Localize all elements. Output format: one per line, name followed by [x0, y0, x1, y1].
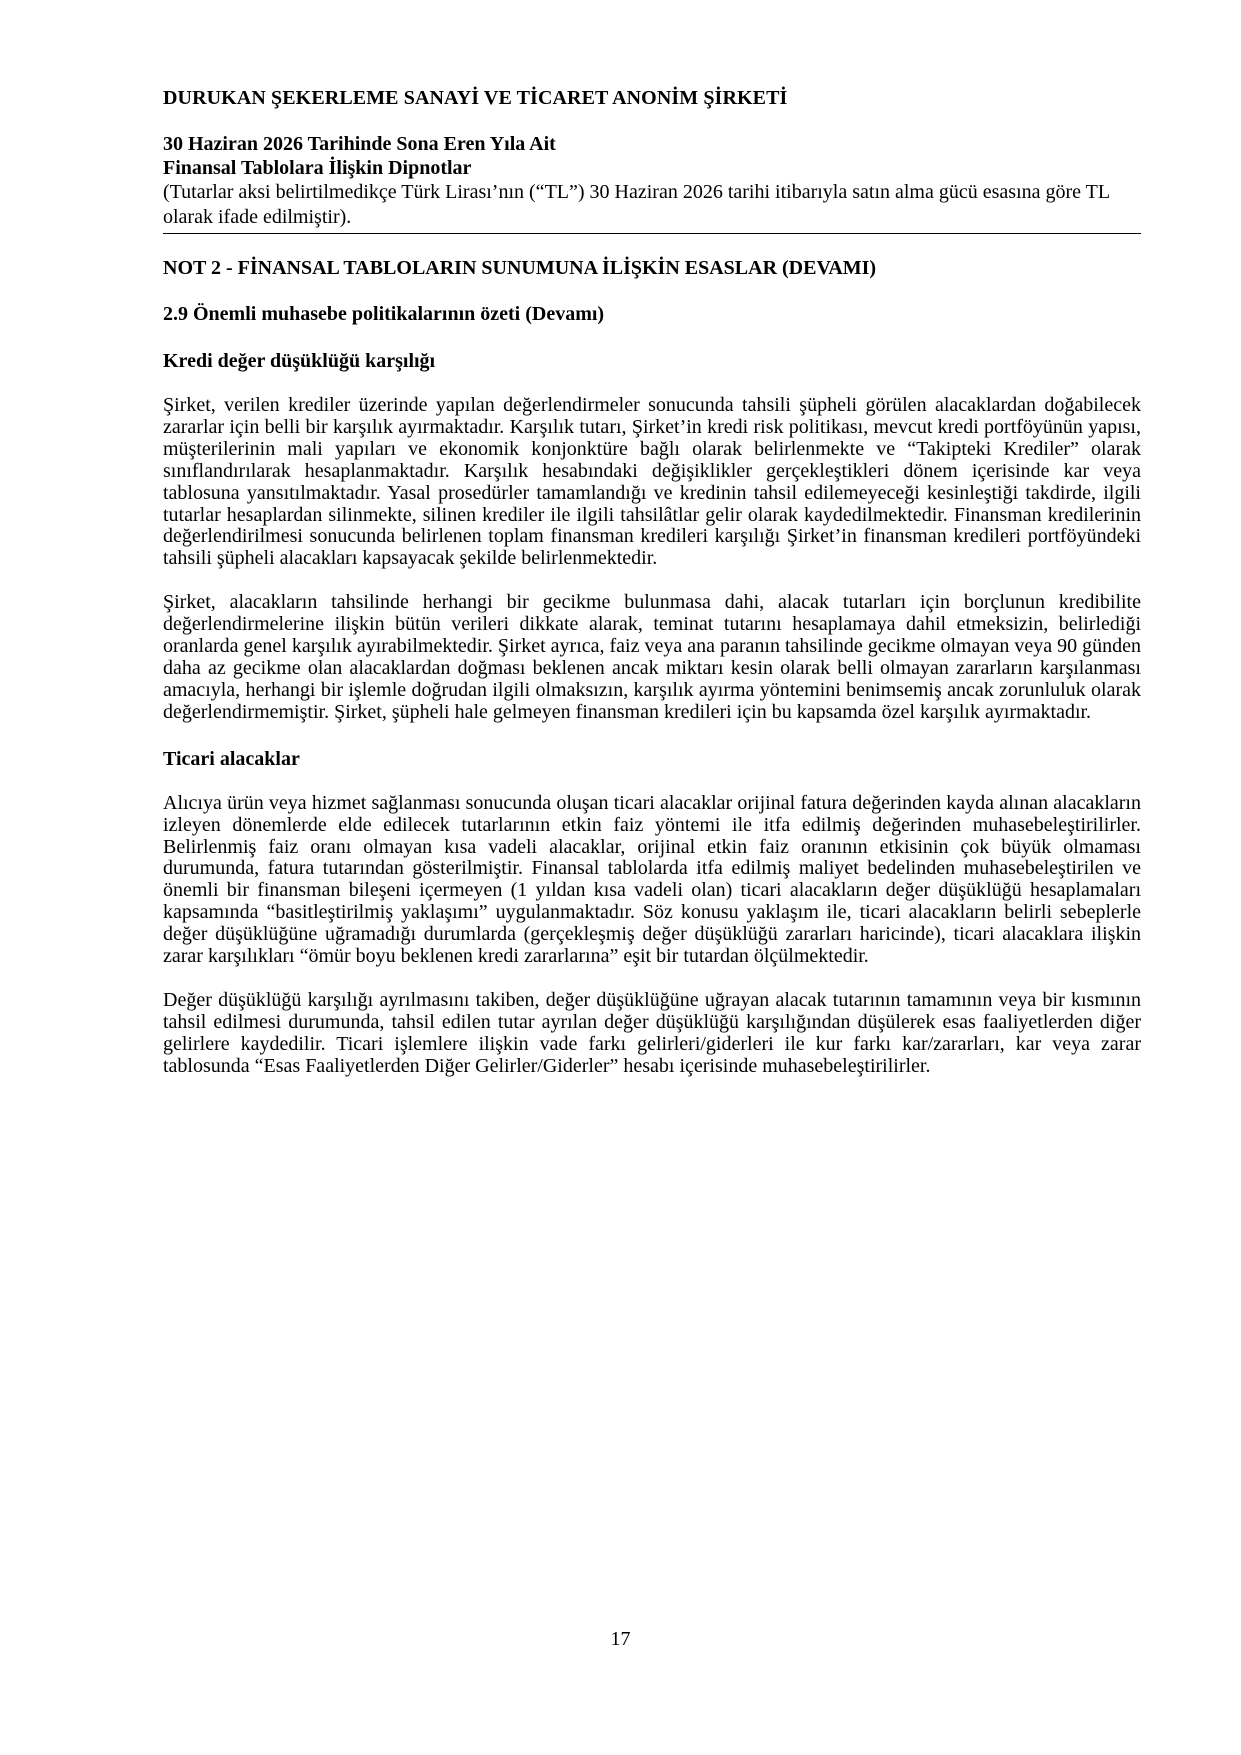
subsection-title: 2.9 Önemli muhasebe politikalarının özeti (Devamı): [163, 303, 605, 325]
document-page: [163, 86, 1141, 1078]
company-name: DURUKAN ŞEKERLEME SANAYİ VE TİCARET ANONİM ŞİRKETİ: [163, 87, 788, 109]
note-title: NOT 2 - FİNANSAL TABLOLARIN SUNUMUNA İLİŞKİN ESASLAR (DEVAMI): [163, 257, 877, 279]
paragraph: Şirket, verilen krediler üzerinde yapılan değerlendirmeler sonucunda tahsili şüpheli görülen alacaklardan doğabilecek zararlar için belli bir karşılık ayırmaktadır. Karşılık tutarı, Şirket’in kredi risk politikası, mevcut kredi portföyünün yapısı, müşterilerinin mali yapıları ve ekonomik konjonktüre bağlı olarak belirlenmekte ve “Takipteki Krediler” olarak sınıflandırılarak hesaplanmaktadır. Karşılık hesabındaki değişiklikler gerçekleştikleri dönem içerisinde kar veya tablosuna yansıtılmaktadır. Yasal prosedürler tamamlandığı ve kredinin tahsil edilemeyeceği kesinleştiği takdirde, ilgili tutarlar hesaplardan silinmekte, silinen krediler ile ilgili tahsilâtlar gelir olarak kaydedilmektedir. Finansman kredilerinin değerlendirilmesi sonucunda belirlenen toplam finansman kredileri karşılığı Şirket’in finansman kredileri portföyündeki tahsili şüpheli alacakları kapsayacak şekilde belirlenmektedir.: [163, 394, 1141, 570]
paragraph: Değer düşüklüğü karşılığı ayrılmasını takiben, değer düşüklüğüne uğrayan alacak tutarının tamamının veya bir kısmının tahsil edilmesi durumunda, tahsil edilen tutar ayrılan değer düşüklüğü karşılığından düşülerek esas faaliyetlerden diğer gelirlere kaydedilir. Ticari işlemlere ilişkin vade farkı gelirleri/giderleri ile kur farkı kar/zararları, kar veya zarar tablosunda “Esas Faaliyetlerden Diğer Gelirler/Giderler” hesabı içerisinde muhasebeleştirilirler.: [163, 988, 1141, 1077]
report-period: 30 Haziran 2026 Tarihinde Sona Eren Yıla Ait: [163, 133, 556, 155]
paragraph: Şirket, alacakların tahsilinde herhangi bir gecikme bulunmasa dahi, alacak tutarları için borçlunun kredibilite değerlendirmelerine ilişkin bütün verileri dikkate alarak, teminat tutarını hesaplamaya dahil etmeksizin, belirlediği oranlarda genel karşılık ayırabilmektedir. Şirket ayrıca, faiz veya ana paranın tahsilinde gecikme olmayan veya 90 günden daha az gecikme olan alacaklardan doğması beklenen ancak miktarı kesin olarak belli olmayan zararların karşılanması amacıyla, herhangi bir işlemle doğrudan ilgili olmaksızın, karşılık ayırma yöntemini benimsemiş ancak zorunluluk olarak değerlendirmemiştir. Şirket, şüpheli hale gelmeyen finansman kredileri için bu kapsamda özel karşılık ayırmaktadır.: [163, 591, 1141, 723]
page-number: 17: [610, 1628, 631, 1650]
section-heading-trade-receivables: Ticari alacaklar: [163, 747, 300, 770]
paragraph: Alıcıya ürün veya hizmet sağlanması sonucunda oluşan ticari alacaklar orijinal fatura değerinden kayda alınan alacakların izleyen dönemlerde elde edilecek tutarlarının etkin faiz yöntemi ile itfa edilmiş değerinden muhasebeleştirilirler. Belirlenmiş faiz oranı olmayan kısa vadeli alacaklar, orijinal etkin faiz oranının etkisinin çok büyük olmaması durumunda, fatura tutarından gösterilmiştir. Finansal tablolarda itfa edilmiş maliyet bedelinden muhasebeleştirilen ve önemli bir finansman bileşeni içermeyen (1 yıldan kısa vadeli olan) ticari alacakların değer düşüklüğü hesaplamaları kapsamında “basitleştirilmiş yaklaşımı” uygulanmaktadır. Söz konusu yaklaşım ile, ticari alacakların belirli sebeplerle değer düşüklüğüne uğramadığı durumlarda (gerçekleşmiş değer düşüklüğü zararları haricinde), ticari alacaklara ilişkin zarar karşılıkları “ömür boyu beklenen kredi zararlarına” eşit bir tutardan ölçülmektedir.: [163, 791, 1141, 968]
report-title: Finansal Tablolara İlişkin Dipnotlar: [163, 157, 472, 179]
section-heading-credit-impairment: Kredi değer düşüklüğü karşılığı: [163, 350, 436, 372]
currency-note: (Tutarlar aksi belirtilmedikçe Türk Lirası’nın (“TL”) 30 Haziran 2026 tarihi itibarıyla satın alma gücü esasına göre TL olarak ifade edilmiştir).: [163, 181, 1110, 228]
header-divider: [163, 233, 1141, 234]
